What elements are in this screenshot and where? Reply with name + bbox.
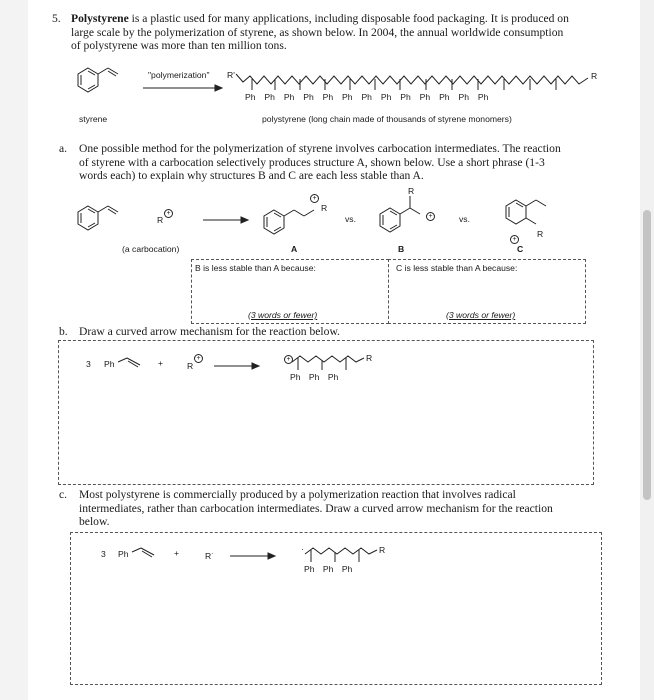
structure-a-r: R xyxy=(321,203,328,213)
plus-charge-icon: + xyxy=(164,209,173,218)
part-b-ph: Ph xyxy=(104,359,115,369)
ph-label: Ph xyxy=(327,372,339,382)
label-b: B xyxy=(398,244,405,254)
styrene-structure-a xyxy=(70,198,130,238)
plus-charge-icon: + xyxy=(310,194,319,203)
reaction-arrow-b xyxy=(214,362,260,370)
part-c-letter: c. xyxy=(59,488,68,501)
ph-label: Ph xyxy=(400,92,411,102)
c-prompt: C is less stable than A because: xyxy=(396,263,518,273)
ph-label: Ph xyxy=(283,92,295,102)
radical-dot-icon: · xyxy=(301,544,304,554)
part-b-r: R xyxy=(187,361,194,371)
part-a-letter: a. xyxy=(59,142,68,155)
intro-line3: of polystyrene was more than ten million tons. xyxy=(71,39,287,52)
part-b-alkene xyxy=(118,356,148,372)
problem-title: Polystyrene xyxy=(71,12,129,25)
ph-label: Ph xyxy=(290,372,301,382)
part-c-r-radical: R˙ xyxy=(205,551,215,561)
styrene-label: styrene xyxy=(79,114,108,124)
ph-label: Ph xyxy=(458,92,469,102)
part-a-line3: words each) to explain why structures B and C are each less stable than A. xyxy=(79,169,424,182)
ph-label: Ph xyxy=(419,92,431,102)
ph-label: Ph xyxy=(322,564,334,574)
carbocation-r: R xyxy=(157,215,164,225)
ph-label: Ph xyxy=(322,92,334,102)
hint-c: (3 words or fewer) xyxy=(446,310,516,320)
polystyrene-label: polystyrene (long chain made of thousands of styrene monomers) xyxy=(262,114,512,124)
part-c-ph-labels xyxy=(304,564,352,574)
plus-charge-icon: + xyxy=(284,355,293,364)
part-c-line3: below. xyxy=(79,515,110,528)
part-b-end-r: R xyxy=(366,353,373,363)
plus-charge-icon: + xyxy=(510,235,519,244)
vs-label-2: vs. xyxy=(459,214,470,224)
part-a-question xyxy=(79,142,619,183)
part-a-line1: One possible method for the polymerization of styrene involves carbocation intermediates. The reaction xyxy=(79,142,561,155)
plus-charge-icon: + xyxy=(426,212,435,221)
part-c-coefficient: 3 xyxy=(101,549,106,559)
part-b-letter: b. xyxy=(59,325,68,338)
phenyl-labels xyxy=(245,92,488,102)
part-b-ph-labels xyxy=(290,372,338,382)
part-c-plus: + xyxy=(174,548,180,558)
reaction-arrow-a xyxy=(203,216,249,224)
ph-label: Ph xyxy=(477,92,489,102)
part-b-text: Draw a curved arrow mechanism for the reaction below. xyxy=(79,325,340,338)
part-c-alkene xyxy=(132,546,162,562)
part-c-end-r: R xyxy=(379,545,386,555)
label-a: A xyxy=(291,244,298,254)
structure-c-r: R xyxy=(537,229,544,239)
ph-label: Ph xyxy=(264,92,275,102)
b-prompt: B is less stable than A because: xyxy=(195,263,316,273)
label-c: C xyxy=(517,244,524,254)
scrollbar[interactable] xyxy=(640,0,654,700)
part-c-line2: intermediates, rather than carbocation intermediates. Draw a curved arrow mechanism for the reaction xyxy=(79,501,553,515)
scrollbar-thumb[interactable] xyxy=(643,210,651,500)
ph-label: Ph xyxy=(245,92,256,102)
problem-number: 5. xyxy=(52,12,61,25)
ph-label: Ph xyxy=(361,92,372,102)
polymerization-reagent: "polymerization" xyxy=(148,70,210,80)
reaction-arrow xyxy=(143,84,223,92)
ph-label: Ph xyxy=(308,372,320,382)
carbocation-label: (a carbocation) xyxy=(122,244,180,254)
ph-label: Ph xyxy=(439,92,450,102)
styrene-structure xyxy=(70,60,130,100)
intro-line2: large scale by the polymerization of styrene, as shown below. In 2004, the annual worldwide consumption xyxy=(71,25,564,39)
vs-label-1: vs. xyxy=(345,214,356,224)
structure-c xyxy=(498,194,568,240)
ph-label: Ph xyxy=(304,564,315,574)
structure-b-r: R xyxy=(408,186,415,196)
ph-label: Ph xyxy=(303,92,314,102)
ph-label: Ph xyxy=(380,92,392,102)
hint-b: (3 words or fewer) xyxy=(248,310,318,320)
part-b-coefficient: 3 xyxy=(86,359,91,369)
part-c-question xyxy=(79,488,619,529)
part-b-plus: + xyxy=(158,358,164,368)
initiator-label: R' xyxy=(227,70,235,80)
plus-charge-icon: + xyxy=(194,354,203,363)
structure-a xyxy=(258,194,338,238)
part-c-line1: Most polystyrene is commercially produced by a polymerization reaction that involves radical xyxy=(79,488,516,501)
reaction-arrow-c xyxy=(230,552,276,560)
intro-line1: is a plastic used for many applications, including disposable food packaging. It is produced on xyxy=(131,12,569,25)
ph-label: Ph xyxy=(342,92,353,102)
problem-intro xyxy=(71,12,616,53)
part-a-line2: of styrene with a carbocation selectively produces structure A, shown below. Use a short phrase (1-3 xyxy=(79,155,545,169)
ph-label: Ph xyxy=(341,564,353,574)
part-c-ph: Ph xyxy=(118,549,129,559)
end-group-label: R xyxy=(591,71,598,81)
